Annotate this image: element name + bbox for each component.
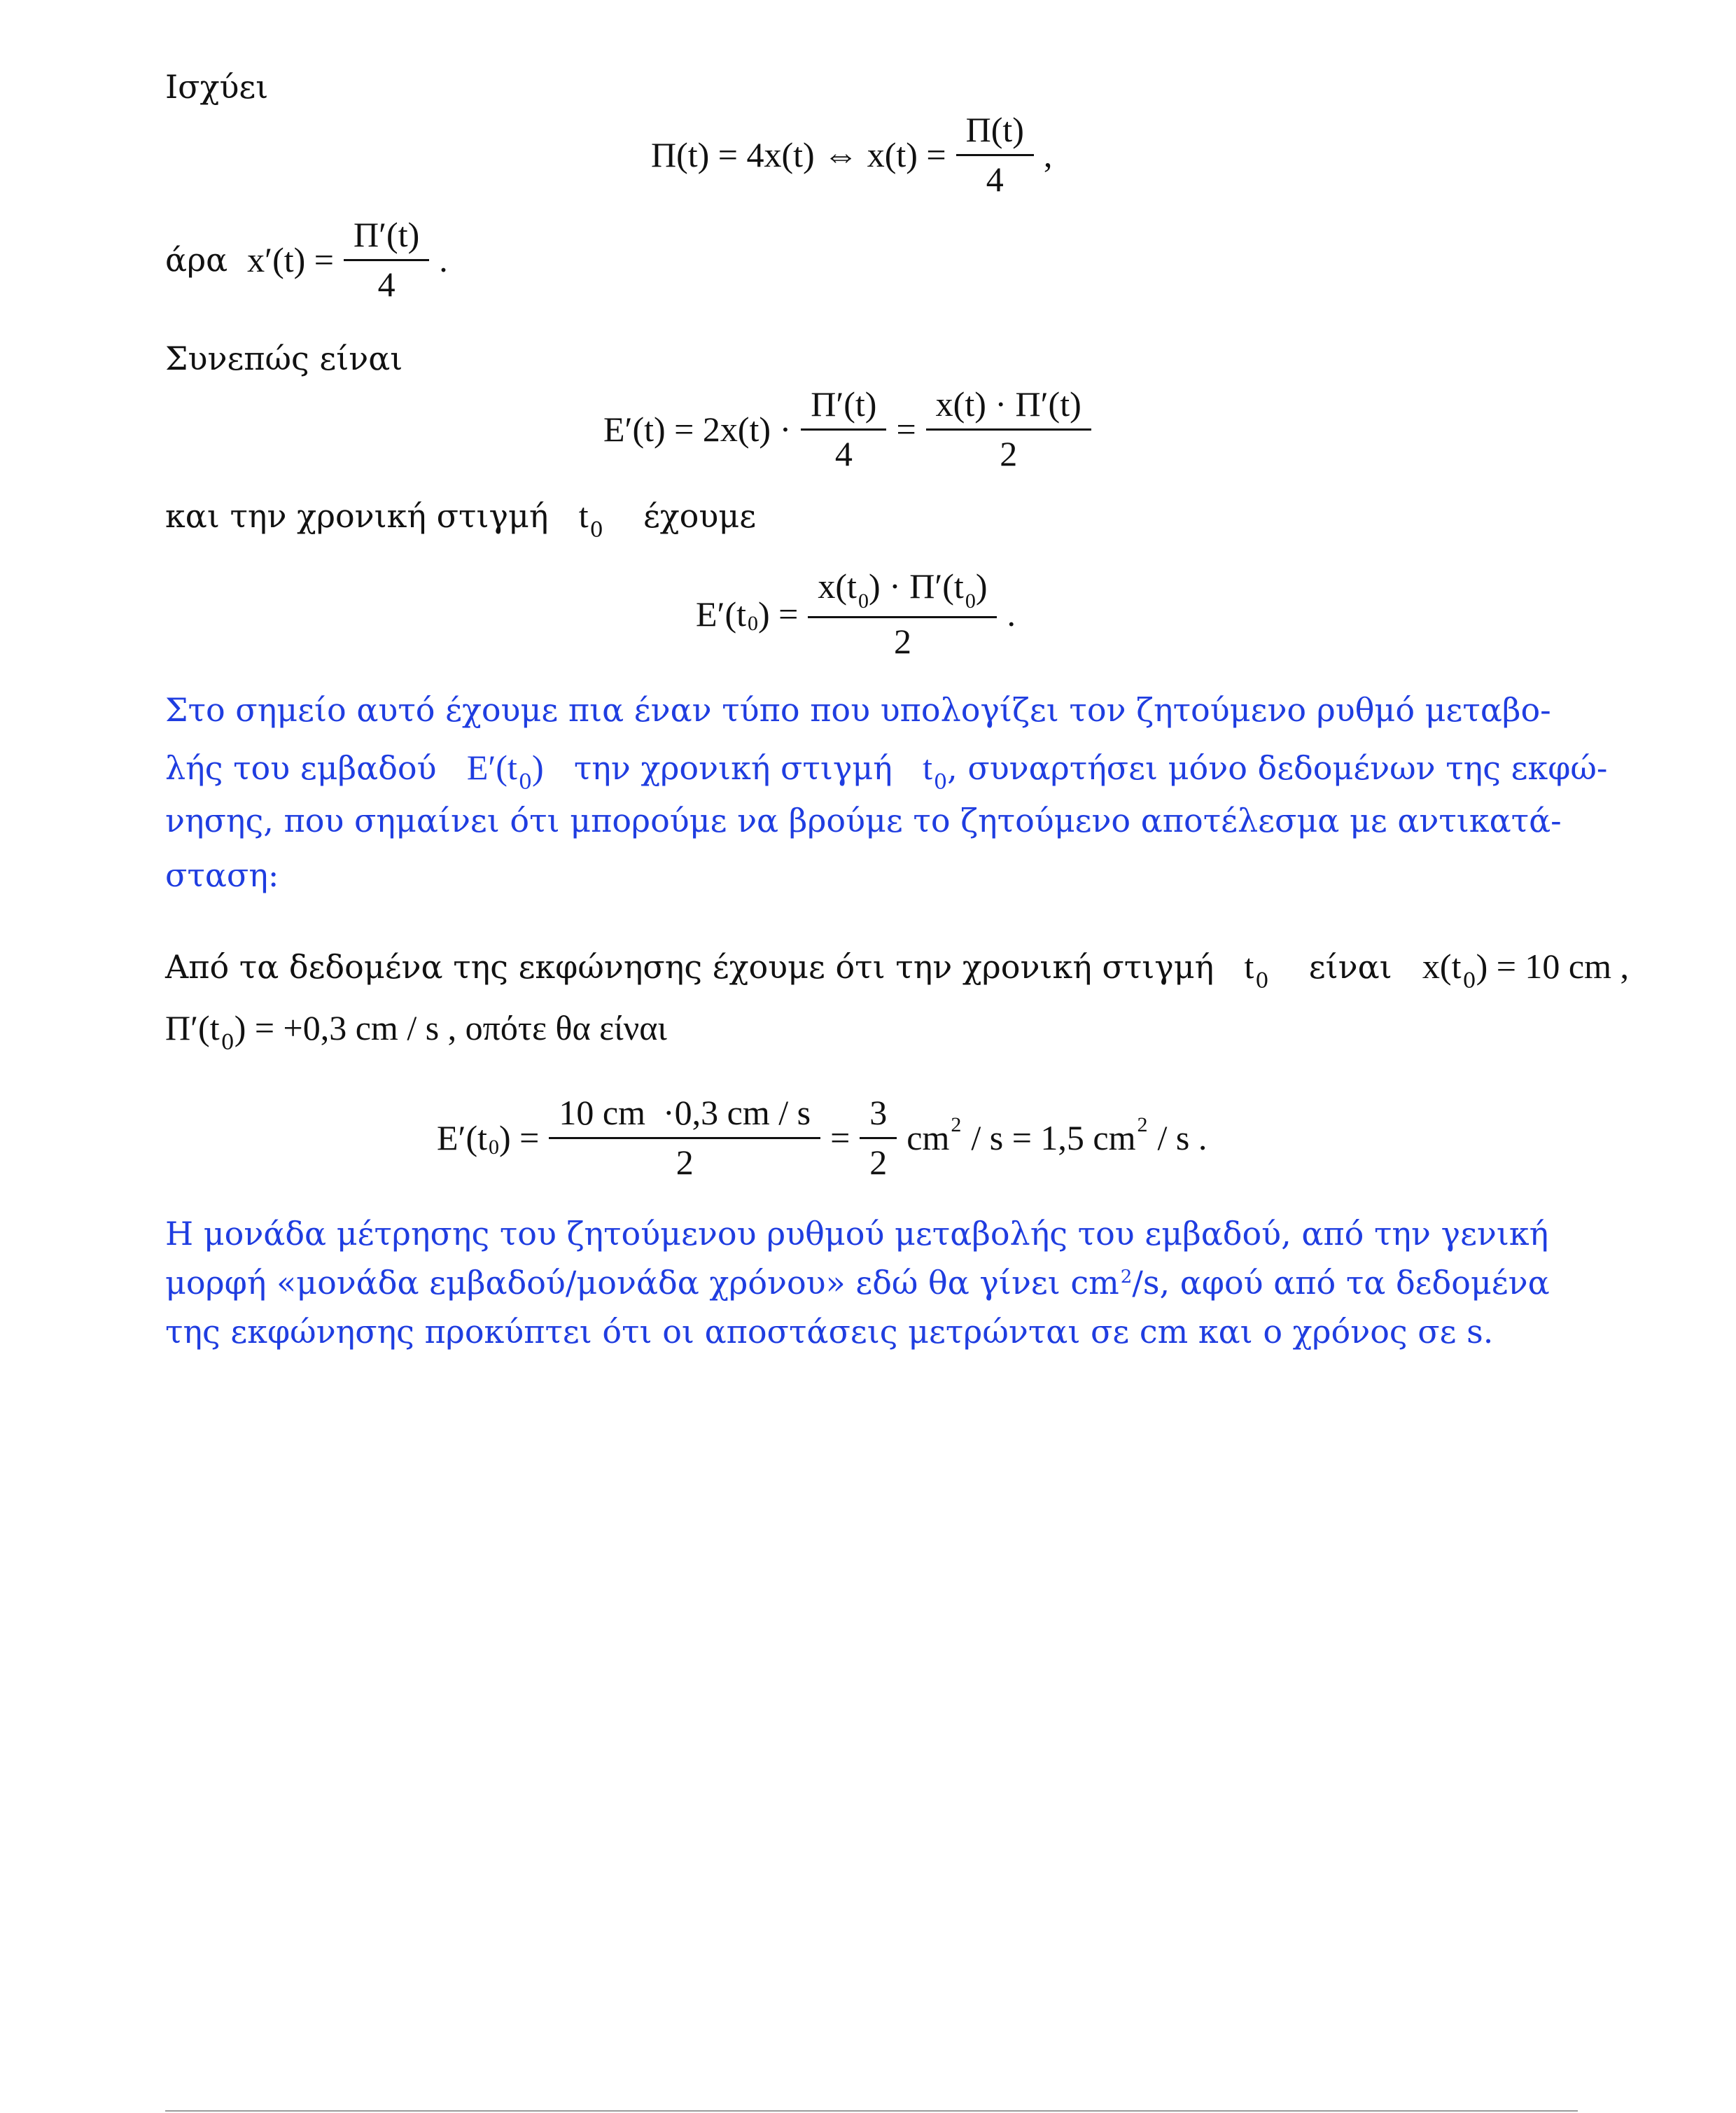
- perimeter-rate-rest: ) = +0,3 cm / s , οπότε θα είναι: [234, 1008, 667, 1047]
- eq4-numerator: [808, 566, 997, 616]
- we-have-text: έχουμε: [643, 497, 757, 535]
- perimeter-rate: Π′(t: [165, 1008, 220, 1047]
- note-1-text: νησης, που σημαίνει ότι μπορούμε να βρούμε το ζητούμενο αποτέλεσμα με αντικατά-: [165, 802, 1562, 839]
- superscript-two: 2: [951, 1113, 962, 1136]
- eq4-left: E′(t: [696, 594, 747, 634]
- therefore-text: Συνεπώς είναι: [165, 340, 403, 377]
- superscript-two: 2: [1137, 1113, 1148, 1136]
- note-1-line-3: [165, 801, 1562, 840]
- equation-3: [603, 384, 1101, 474]
- note-2-text: της εκφώνησης προκύπτει ότι οι αποστάσεις μετρώνται σε cm και ο χρόνος σε s.: [165, 1313, 1494, 1351]
- equation-4: [696, 566, 1016, 662]
- eq3-numerator-2: x(t) · Π′(t): [935, 384, 1082, 424]
- eq2-numerator: Π′(t): [354, 215, 420, 254]
- eq5-left: E′(t: [437, 1117, 488, 1157]
- eq1-numerator: Π(t): [965, 110, 1024, 149]
- eq4-end: .: [1007, 594, 1016, 634]
- note-2-line-3: [165, 1312, 1493, 1351]
- eq3-fraction-1: [801, 384, 886, 474]
- given-text: Από τα δεδομένα της εκφώνησης έχουμε ότι την χρονική στιγμή: [165, 948, 1214, 986]
- x-value: x(t: [1422, 947, 1462, 986]
- x-value-rest: ) = 10 cm ,: [1476, 947, 1629, 986]
- equation-5: [437, 1092, 1207, 1183]
- subscript-zero: 0: [518, 770, 532, 795]
- note-2-text: Η μονάδα μέτρησης του ζητούμενου ρυθμού μεταβολής του εμβαδού, από την γενική: [165, 1215, 1549, 1253]
- eq4-num-part: ) · Π′(t: [868, 566, 964, 606]
- note-1-line-4: [165, 856, 279, 895]
- t-symbol: t: [923, 748, 932, 787]
- paragraph-intro: [165, 67, 268, 106]
- eq1-end: ,: [1043, 134, 1053, 174]
- equation-1: [651, 109, 1052, 200]
- eq1-fraction: [956, 109, 1034, 200]
- eq4-num-part: ): [975, 566, 988, 606]
- eq3-denominator-2: 2: [1000, 434, 1018, 473]
- eq5-numerator-2: 3: [869, 1093, 888, 1132]
- subscript-zero: 0: [748, 611, 759, 635]
- eq4-num-part: x(t: [818, 566, 857, 606]
- eq2-end: .: [439, 239, 448, 279]
- paragraph-at-time: [165, 496, 756, 541]
- subscript-zero: 0: [220, 1031, 234, 1055]
- eq3-numerator-1: Π′(t): [811, 384, 877, 424]
- eq5-fraction-2: [860, 1092, 897, 1183]
- note-2-line-1: [165, 1214, 1548, 1253]
- eq4-left-close: ) =: [758, 594, 799, 634]
- subscript-zero: 0: [589, 518, 603, 543]
- eq5-end: / s .: [1157, 1117, 1208, 1157]
- eq5-fraction-1: [549, 1092, 820, 1183]
- t-symbol: t: [578, 496, 589, 535]
- note-2-text: /s, αφού από τα δεδομένα: [1132, 1264, 1550, 1302]
- note-2-text: μορφή «μονάδα εμβαδού/μονάδα χρόνου» εδώ θα γίνει cm: [165, 1264, 1119, 1302]
- eq1-left: Π(t) = 4x(t) ⇔ x(t) =: [651, 134, 946, 174]
- rate-symbol: E′(t: [466, 748, 517, 787]
- equation-2-line: [165, 214, 448, 305]
- subscript-zero: 0: [489, 1135, 500, 1159]
- eq2-fraction: [344, 214, 429, 305]
- eq5-denominator: 2: [676, 1143, 694, 1182]
- eq5-denominator-2: 2: [869, 1143, 888, 1182]
- intro-text: Ισχύει: [165, 68, 269, 106]
- eq3-left: E′(t) = 2x(t) ·: [603, 409, 792, 449]
- note-1-text: την χρονική στιγμή: [573, 749, 892, 787]
- at-time-text: και την χρονική στιγμή: [165, 497, 549, 535]
- subscript-zero: 0: [933, 770, 948, 795]
- eq1-denominator: 4: [986, 160, 1004, 199]
- subscript-zero: 0: [1255, 969, 1269, 993]
- eq3-denominator-1: 4: [834, 434, 853, 473]
- subscript-zero: 0: [965, 590, 976, 613]
- rate-symbol-close: ): [531, 748, 544, 787]
- paragraph-given-1: [165, 947, 1629, 991]
- note-2-line-2: [165, 1263, 1550, 1308]
- eq5-equals: =: [830, 1117, 850, 1157]
- eq5-unit: cm: [906, 1117, 950, 1157]
- eq5-mid: / s = 1,5 cm: [971, 1117, 1136, 1157]
- given-text: είναι: [1308, 948, 1392, 986]
- subscript-zero: 0: [1462, 969, 1476, 993]
- note-1-text: σταση:: [165, 856, 279, 894]
- subscript-zero: 0: [858, 590, 869, 613]
- ara-text: άρα: [165, 240, 228, 279]
- note-1-text: λής του εμβαδού: [165, 749, 437, 787]
- eq2-left: x′(t) =: [247, 239, 334, 279]
- eq4-fraction: [808, 566, 997, 662]
- superscript-two: 2: [1120, 1267, 1133, 1288]
- eq3-fraction-2: [926, 384, 1091, 474]
- paragraph-therefore: [165, 339, 402, 378]
- t-symbol: t: [1244, 947, 1254, 986]
- eq2-denominator: 4: [377, 265, 396, 304]
- note-1-line-1: [165, 690, 1551, 730]
- eq3-equals: =: [896, 409, 916, 449]
- paragraph-given-2: [165, 1008, 667, 1053]
- footer-divider: [165, 2110, 1578, 2112]
- note-1-line-2: [165, 748, 1607, 793]
- eq5-left-close: ) =: [499, 1117, 540, 1157]
- eq4-denominator: 2: [893, 622, 911, 661]
- note-1-text: , συναρτήσει μόνο δεδομένων της εκφώ-: [947, 749, 1608, 787]
- eq5-numerator: 10 cm ·0,3 cm / s: [559, 1093, 811, 1132]
- note-1-text: Στο σημείο αυτό έχουμε πια έναν τύπο που υπολογίζει τον ζητούμενο ρυθμό μεταβο-: [165, 691, 1551, 729]
